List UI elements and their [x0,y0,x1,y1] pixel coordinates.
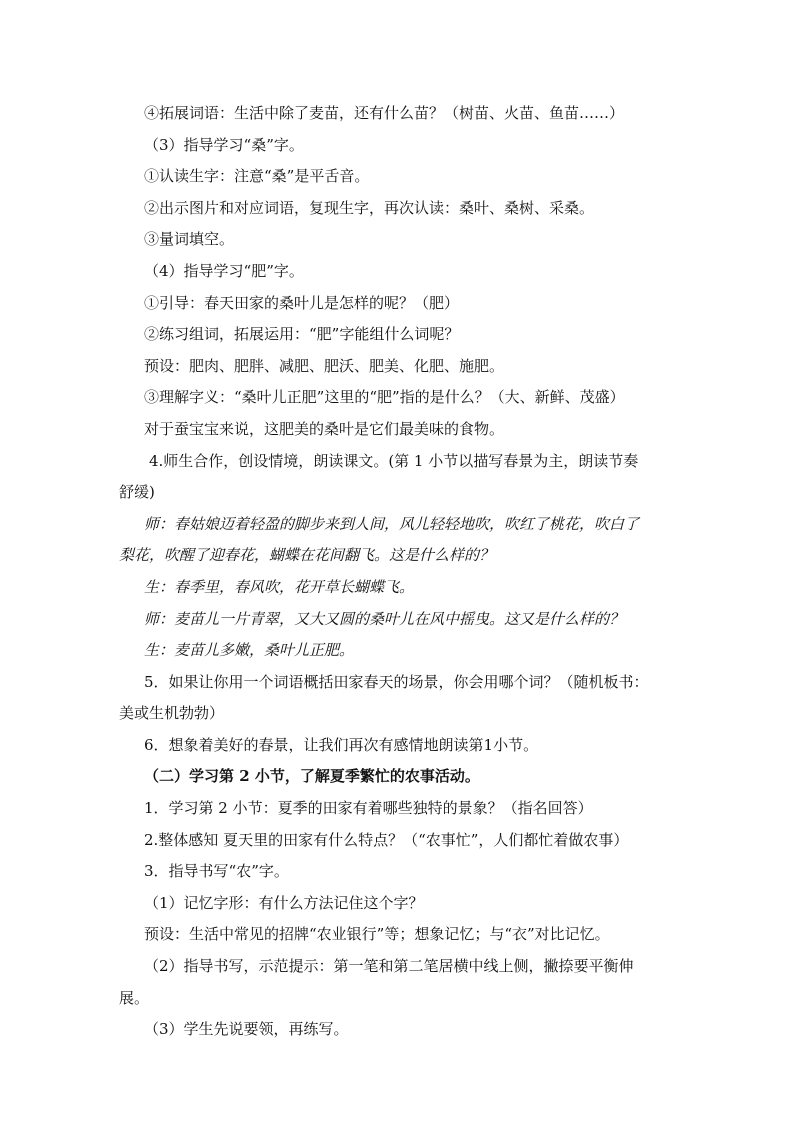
text-line: 舒缓) [119,483,155,502]
text-line: 2.整体感知 夏天里的田家有什么特点？（“农事忙”，人们都忙着做农事） [144,830,629,849]
text-line: ①认读生字：注意“桑”是平舌音。 [144,167,370,186]
text-line: ④拓展词语：生活中除了麦苗，还有什么苗？（树苗、火苗、鱼苗……） [144,104,625,122]
text-line: （4）指导学习“肥”字。 [144,261,304,280]
document-body [119,98,679,1046]
dialogue-line: 师：麦苗儿一片青翠，又大又圆的桑叶儿在风中摇曳。这又是什么样的？ [144,609,625,628]
text-line: 预设：肥肉、肥胖、减肥、肥沃、肥美、化肥、施肥。 [144,356,505,375]
text-line: 展。 [119,988,150,1007]
dialogue-line: 生：麦苗儿多嫩，桑叶儿正肥。 [144,641,355,660]
text-line: 对于蚕宝宝来说，这肥美的桑叶是它们最美味的食物。 [144,419,505,438]
text-line: 预设：生活中常见的招牌“农业银行”等；想象记忆；与“衣”对比记忆。 [144,925,610,944]
text-line: 6．想象着美好的春景，让我们再次有感情地朗读第1小节。 [144,735,539,754]
text-line: （3）指导学习“桑”字。 [144,135,304,154]
text-line: ①引导：春天田家的桑叶儿是怎样的呢？（肥） [144,293,460,312]
text-line: ②出示图片和对应词语，复现生字，再次认读：桑叶、桑树、采桑。 [144,198,595,217]
text-line: 1．学习第 2 小节：夏季的田家有着哪些独特的景象？（指名回答） [144,799,593,818]
section-heading: （二）学习第 2 小节，了解夏季繁忙的农事活动。 [144,767,480,786]
text-line: ③量词填空。 [144,230,235,249]
text-line: ②练习组词，拓展运用：“肥”字能组什么词呢？ [144,325,460,344]
dialogue-line: 梨花，吹醒了迎春花，蝴蝶在花间翻飞。这是什么样的？ [119,546,495,565]
text-line: 3．指导书写“农”字。 [144,862,289,881]
text-line: （3）学生先说要领，再练写。 [144,1020,349,1039]
text-line: （1）记忆字形：有什么方法记住这个字？ [144,893,424,912]
text-line: （2）指导书写，示范提示：第一笔和第二笔居横中线上侧，撇捺要平衡伸 [144,957,634,976]
text-line: 4.师生合作，创设情境，朗读课文。(第 1 小节以描写春景为主，朗读节奏 [149,451,639,470]
text-line: 5．如果让你用一个词语概括田家春天的场景，你会用哪个词？（随机板书： [144,672,649,691]
dialogue-line: 师：春姑娘迈着轻盈的脚步来到人间，风儿轻轻地吹，吹红了桃花，吹白了 [144,514,640,533]
dialogue-line: 生：春季里，春风吹，花开草长蝴蝶飞。 [144,577,415,596]
text-line: 美或生机勃勃） [119,704,225,723]
text-line: ③理解字义：“桑叶儿正肥”这里的“肥”指的是什么？（大、新鲜、茂盛） [144,388,625,407]
